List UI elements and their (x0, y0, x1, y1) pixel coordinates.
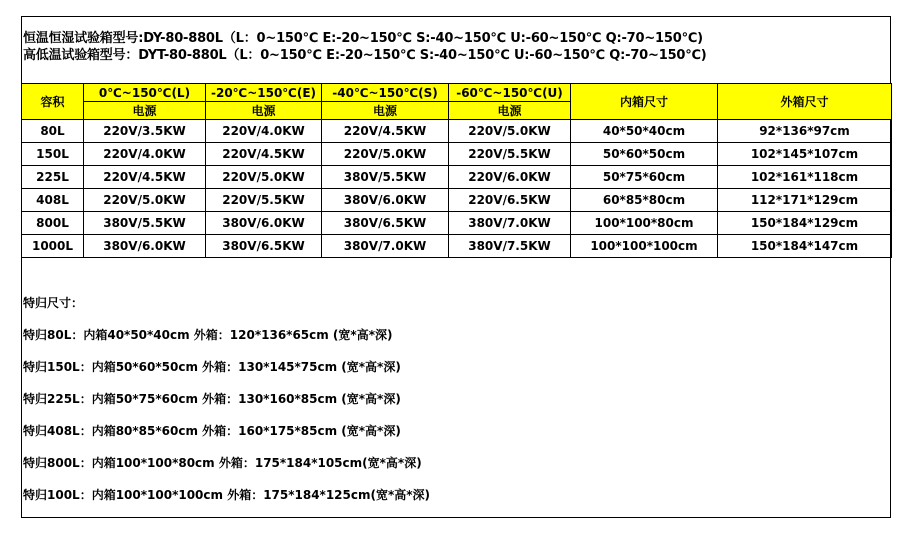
table-cell-power: 380V/7.0KW (449, 212, 571, 235)
table-cell-inner-size: 50*75*60cm (571, 166, 718, 189)
header-capacity: 容积 (22, 84, 84, 120)
special-size-line: 特归800L：内箱100*100*80cm 外箱：175*184*105cm(宽*高*深) (23, 456, 422, 470)
special-size-line: 特归225L：内箱50*75*60cm 外箱：130*160*85cm (宽*高*深) (23, 392, 401, 406)
table-cell-outer-size: 150*184*129cm (718, 212, 892, 235)
table-cell-power: 220V/4.5KW (84, 166, 206, 189)
table-cell-inner-size: 60*85*80cm (571, 189, 718, 212)
table-cell-power: 380V/5.5KW (84, 212, 206, 235)
table-cell-power: 380V/6.5KW (206, 235, 322, 258)
special-heading: 特归尺寸： (23, 296, 84, 310)
model-line-temperature: 高低温试验箱型号：DYT-80-880L（L：0~150℃ E:-20~150℃ S:-40~150℃ U:-60~150℃ Q:-70~150℃) (23, 48, 707, 63)
table-cell-power: 220V/5.5KW (206, 189, 322, 212)
table-cell-power: 380V/5.5KW (322, 166, 449, 189)
table-cell-capacity: 150L (22, 143, 84, 166)
spec-table (21, 83, 892, 258)
model-lines (23, 30, 707, 64)
table-cell-power: 220V/6.5KW (449, 189, 571, 212)
table-cell-power: 220V/4.0KW (206, 120, 322, 143)
header-temp-range: -20℃~150℃(E) (206, 84, 322, 102)
header-power: 电源 (449, 102, 571, 120)
table-cell-outer-size: 150*184*147cm (718, 235, 892, 258)
table-cell-power: 220V/3.5KW (84, 120, 206, 143)
table-cell-capacity: 1000L (22, 235, 84, 258)
special-size-line: 特归408L：内箱80*85*60cm 外箱：160*175*85cm (宽*高*深) (23, 424, 401, 438)
table-cell-inner-size: 40*50*40cm (571, 120, 718, 143)
table-row (22, 143, 892, 166)
table-cell-capacity: 80L (22, 120, 84, 143)
table-cell-power: 380V/7.0KW (322, 235, 449, 258)
table-cell-power: 380V/7.5KW (449, 235, 571, 258)
table-cell-power: 380V/6.0KW (322, 189, 449, 212)
header-outer-size: 外箱尺寸 (718, 84, 892, 120)
table-cell-outer-size: 102*161*118cm (718, 166, 892, 189)
table-cell-power: 220V/5.0KW (449, 120, 571, 143)
table-cell-inner-size: 100*100*100cm (571, 235, 718, 258)
table-cell-power: 220V/4.0KW (84, 143, 206, 166)
table-row (22, 120, 892, 143)
table-cell-power: 380V/6.0KW (84, 235, 206, 258)
header-inner-size: 内箱尺寸 (571, 84, 718, 120)
table-cell-outer-size: 92*136*97cm (718, 120, 892, 143)
model-line-humidity: 恒温恒湿试验箱型号:DY-80-880L（L：0~150℃ E:-20~150℃ S:-40~150℃ U:-60~150℃ Q:-70~150℃) (23, 31, 703, 46)
table-cell-capacity: 800L (22, 212, 84, 235)
table-cell-power: 220V/6.0KW (449, 166, 571, 189)
table-row (22, 166, 892, 189)
table-cell-power: 220V/5.0KW (206, 166, 322, 189)
header-temp-range: -40℃~150℃(S) (322, 84, 449, 102)
table-cell-power: 220V/4.5KW (206, 143, 322, 166)
table-cell-power: 220V/4.5KW (322, 120, 449, 143)
table-cell-power: 220V/5.5KW (449, 143, 571, 166)
special-size-line: 特归100L：内箱100*100*100cm 外箱：175*184*125cm(宽*高*深) (23, 488, 431, 502)
table-cell-inner-size: 100*100*80cm (571, 212, 718, 235)
table-cell-power: 220V/5.0KW (322, 143, 449, 166)
table-row (22, 212, 892, 235)
header-temp-range: 0℃~150℃(L) (84, 84, 206, 102)
table-cell-capacity: 225L (22, 166, 84, 189)
table-cell-power: 220V/5.0KW (84, 189, 206, 212)
special-size-line: 特归80L：内箱40*50*40cm 外箱：120*136*65cm (宽*高*深) (23, 328, 393, 342)
header-temp-range: -60℃~150℃(U) (449, 84, 571, 102)
header-power: 电源 (84, 102, 206, 120)
table-cell-capacity: 408L (22, 189, 84, 212)
table-cell-outer-size: 102*145*107cm (718, 143, 892, 166)
special-size-line: 特归150L：内箱50*60*50cm 外箱：130*145*75cm (宽*高*深) (23, 360, 401, 374)
header-power: 电源 (322, 102, 449, 120)
table-row (22, 189, 892, 212)
table-cell-power: 380V/6.0KW (206, 212, 322, 235)
table-cell-inner-size: 50*60*50cm (571, 143, 718, 166)
header-power: 电源 (206, 102, 322, 120)
table-cell-power: 380V/6.5KW (322, 212, 449, 235)
table-cell-outer-size: 112*171*129cm (718, 189, 892, 212)
table-row (22, 235, 892, 258)
